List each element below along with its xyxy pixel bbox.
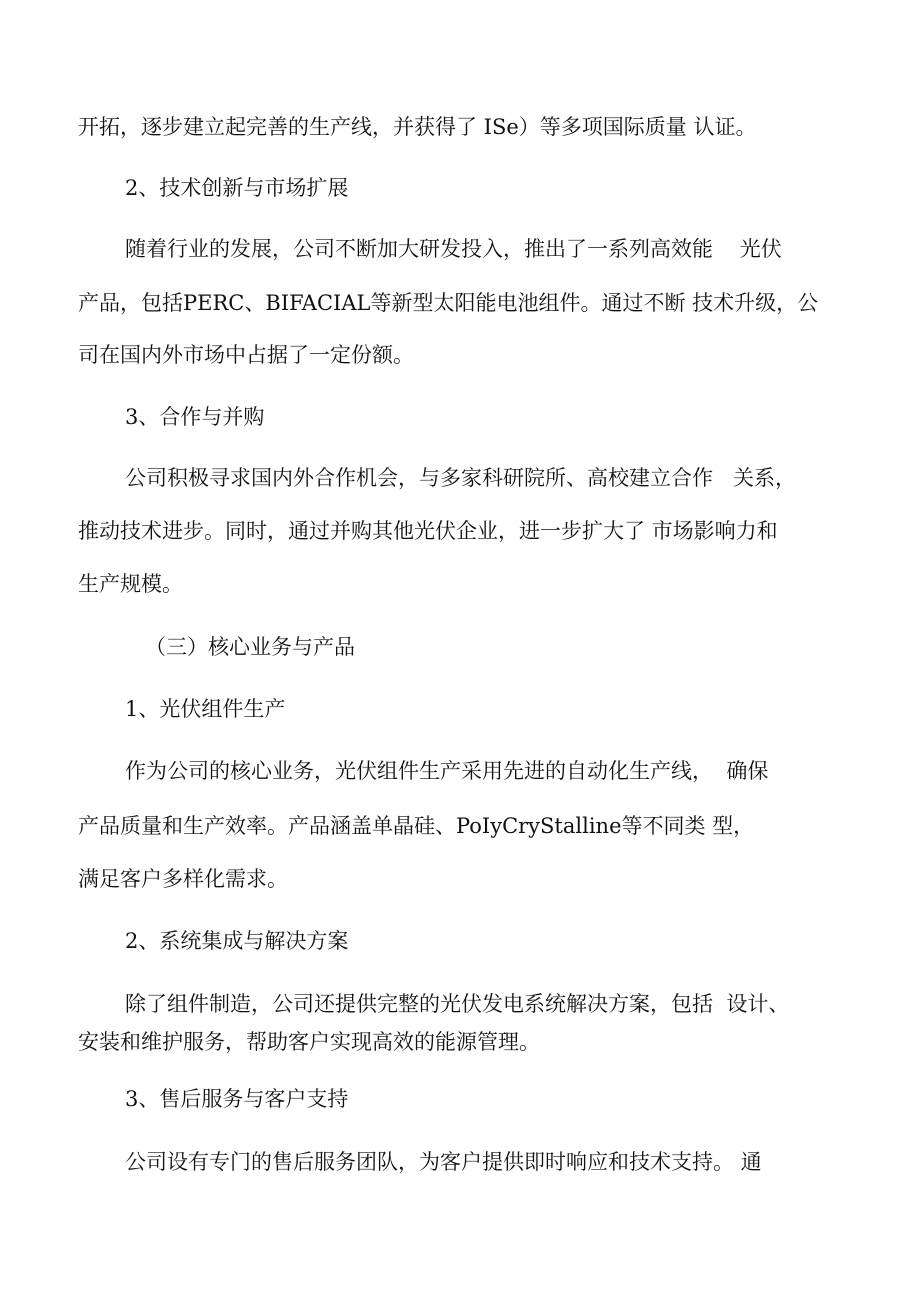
paragraph-line: 司在国内外市场中占据了一定份额。 — [78, 343, 414, 367]
section-heading: 2、系统集成与解决方案 — [125, 929, 349, 953]
paragraph-line: 满足客户多样化需求。 — [78, 867, 288, 891]
paragraph-line: 产品质量和生产效率。产品涵盖单晶硅、PoIyCryStalline等不同类 型， — [78, 814, 755, 838]
paragraph-line: 安装和维护服务，帮助客户实现高效的能源管理。 — [78, 1030, 540, 1054]
paragraph-line: 随着行业的发展，公司不断加大研发投入，推出了一系列高效能 光伏 — [125, 237, 782, 261]
paragraph-line: 公司积极寻求国内外合作机会，与多家科研院所、高校建立合作 关系， — [125, 466, 797, 490]
paragraph-line: 公司设有专门的售后服务团队，为客户提供即时响应和技术支持。 通 — [125, 1150, 762, 1174]
paragraph-line: 产品，包括PERC、BIFACIAL等新型太阳能电池组件。通过不断 技术升级，公 — [78, 291, 819, 315]
section-heading: 2、技术创新与市场扩展 — [125, 176, 349, 200]
section-heading: 3、售后服务与客户支持 — [125, 1087, 349, 1111]
paragraph-line: 作为公司的核心业务，光伏组件生产采用先进的自动化生产线， 确保 — [125, 759, 769, 783]
section-heading: 1、光伏组件生产 — [125, 697, 286, 721]
paragraph-line: 生产规模。 — [78, 572, 183, 596]
paragraph-line: 开拓，逐步建立起完善的生产线，并获得了 ISe）等多项国际质量 认证。 — [78, 115, 757, 139]
section-heading: 3、合作与并购 — [125, 405, 265, 429]
paragraph-line: 推动技术进步。同时，通过并购其他光伏企业，进一步扩大了 市场影响力和 — [78, 519, 778, 543]
paragraph-line: 除了组件制造，公司还提供完整的光伏发电系统解决方案，包括 设计、 — [125, 992, 790, 1016]
chapter-heading: （三）核心业务与产品 — [145, 635, 355, 659]
